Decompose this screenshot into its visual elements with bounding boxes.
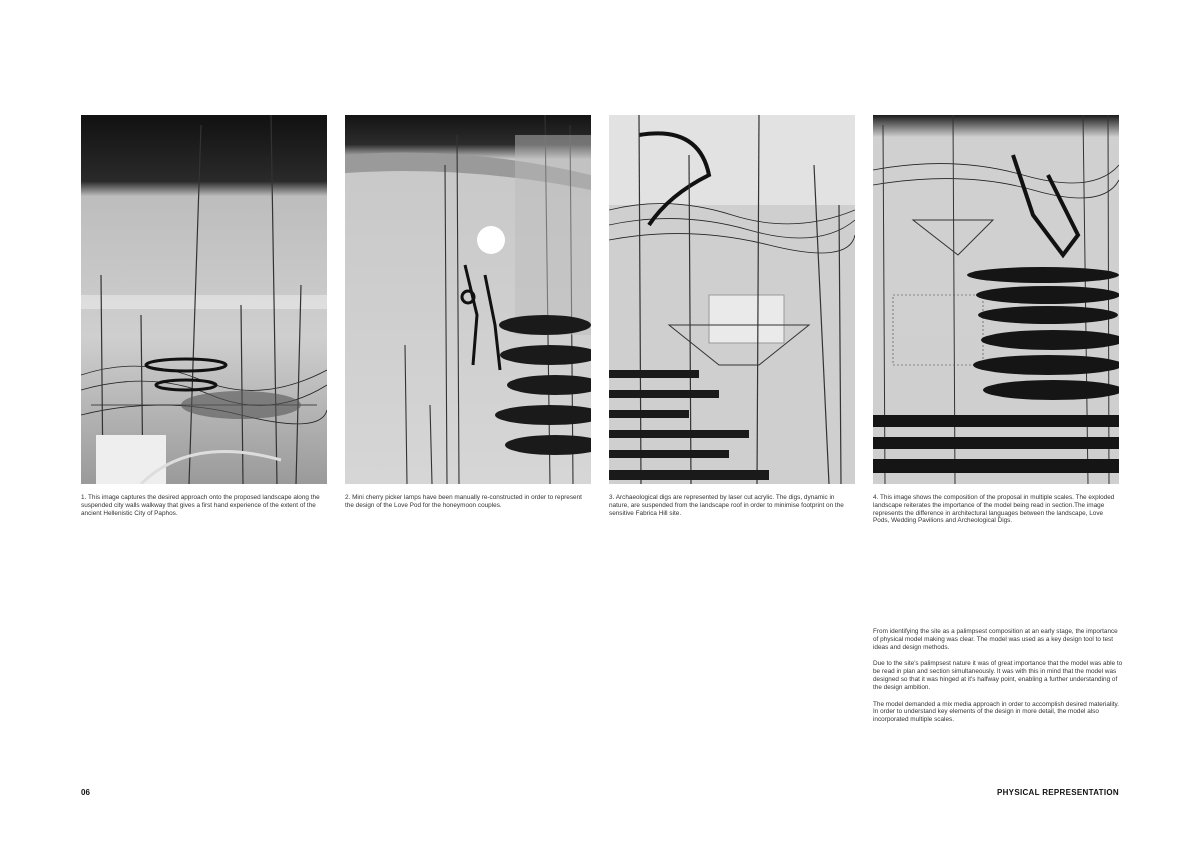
caption-1: 1. This image captures the desired approach onto the proposed landscape along the suspended city walls walkway that gives a first hand experience of the extent of the ancient Hellenistic City of Paphos. [81,494,320,517]
page-number: 06 [81,788,90,797]
caption-2: 2. Mini cherry picker lamps have been manually re-constructed in order to represent the design of the Love Pod for the honeymoon couples. [345,494,582,509]
body-text [873,628,1123,733]
model-photo-4-image [873,115,1119,484]
section-title: PHYSICAL REPRESENTATION [996,788,1119,797]
model-photo-4 [873,115,1119,484]
model-photo-2-image [345,115,591,484]
model-photo-3-image [609,115,855,484]
model-photo-3 [609,115,855,484]
model-photo-1 [81,115,327,484]
caption-3: 3. Archaeological digs are represented by laser cut acrylic. The digs, dynamic in nature, are suspended from the landscape roof in order to minimise footprint on the sensitive Fabrica Hill site. [609,494,844,517]
caption-4: 4. This image shows the composition of the proposal in multiple scales. The exploded landscape reiterates the importance of the model being read in section.The image represents the difference in architectural languages between the landscape, Love Pods, Wedding Pavilions and Archeological Digs. [873,494,1115,525]
body-paragraph-2: Due to the site's palimpsest nature it was of great importance that the model was able to be read in plan and section simultaneously. It was with this in mind that the model was designed so that it was hinged at it's halfway point, enabling a further understanding of the design ambition. [873,660,1123,691]
body-paragraph-3: The model demanded a mix media approach in order to accomplish desired materiality. In order to understand key elements of the design in more detail, the model also incorporated multiple scales. [873,700,1120,724]
model-photo-2 [345,115,591,484]
body-paragraph-1: From identifying the site as a palimpsest composition at an early stage, the importance of physical model making was clear. The model was used as a key design tool to test ideas and design methods. [873,628,1118,651]
model-photo-1-image [81,115,327,484]
